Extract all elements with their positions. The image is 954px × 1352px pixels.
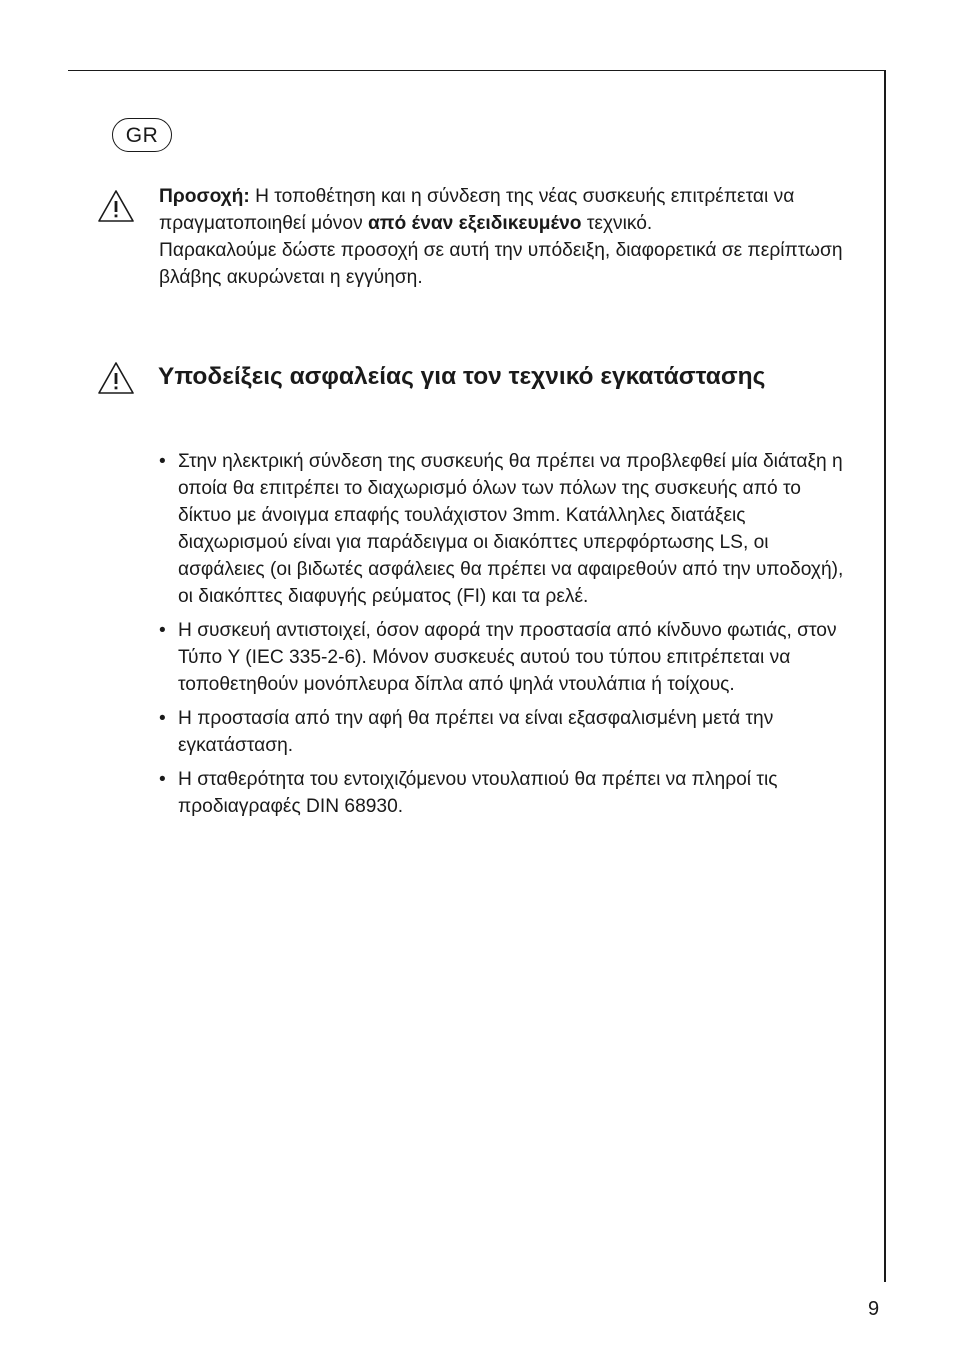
list-item-text: Η συσκευή αντιστοιχεί, όσον αφορά την προστασία από κίνδυνο φωτιάς, στον Τύπο Y (IEC 335-2-6). Μόνον συσκευές αυτού του τύπου επιτρέπεται να τοποθετηθούν μονόπλευρα δίπλα από ψηλά ντουλάπια ή τοίχους. [178, 620, 837, 695]
list-item [159, 617, 859, 698]
caution-text-1: Η τοποθέτηση και η σύνδεση της νέας συσκευής επιτρέπεται να πραγματοποιηθεί μόνον [159, 186, 795, 234]
list-item [159, 766, 859, 820]
list-item-text: Στην ηλεκτρική σύνδεση της συσκευής θα πρέπει να προβλεφθεί μία διάταξη η οποία θα επιτρέπει το διαχωρισμό όλων των πόλων της συσκευής από το δίκτυο με άνοιγμα επαφής τουλάχιστον 3mm. Κατάλληλες διατάξεις διαχωρισμού είναι για παράδειγμα οι διακόπτες υπερφόρτωσης LS, οι ασφάλειες (οι βιδωτές ασφάλειες θα πρέπει να αφαιρεθούν από την υποδοχή), οι διακόπτες διαφυγής ρεύματος (FI) και τα ρελέ. [178, 451, 844, 607]
warning-triangle-icon [96, 360, 136, 396]
bullet-marker: • [159, 451, 166, 472]
bullet-marker: • [159, 708, 166, 729]
list-item [159, 705, 859, 759]
bullet-marker: • [159, 769, 166, 790]
safety-bullet-list [159, 448, 859, 827]
caution-lead: Προσοχή: [159, 186, 250, 207]
list-item-text: Η σταθερότητα του εντοιχιζόμενου ντουλαπιού θα πρέπει να πληροί τις προδιαγραφές DIN 68930. [178, 769, 778, 817]
caution-text-2: τεχνικό. [581, 213, 653, 234]
language-badge [112, 118, 172, 152]
right-border-line [884, 70, 886, 1282]
caution-emphasis: από έναν εξειδικευμένο [368, 213, 582, 234]
caution-paragraph-2: Παρακαλούμε δώστε προσοχή σε αυτή την υπόδειξη, διαφορετικά σε περίπτωση βλάβης ακυρώνεται η εγγύηση. [159, 240, 843, 288]
bullet-marker: • [159, 620, 166, 641]
warning-triangle-icon [96, 188, 136, 224]
top-border-line [68, 70, 886, 71]
caution-note [159, 183, 859, 291]
caution-paragraph-1 [159, 183, 859, 237]
list-item-text: Η προστασία από την αφή θα πρέπει να είναι εξασφαλισμένη μετά την εγκατάσταση. [178, 708, 774, 756]
page-number: 9 [868, 1298, 880, 1320]
language-badge-label: GR [125, 123, 159, 147]
list-item [159, 448, 859, 610]
section-title: Υποδείξεις ασφαλείας για τον τεχνικό εγκατάστασης [158, 363, 766, 390]
